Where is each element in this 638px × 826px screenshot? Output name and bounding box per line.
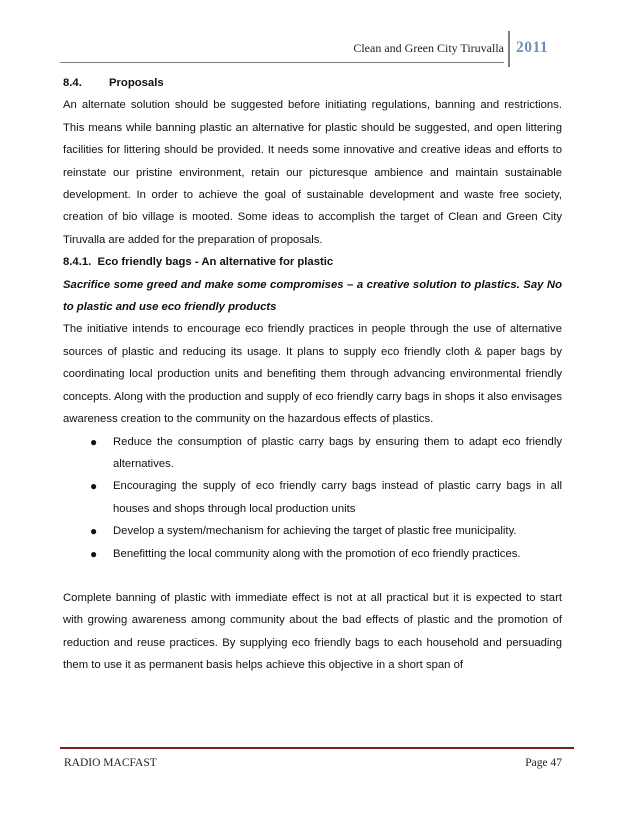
page-number: Page 47 (525, 757, 562, 769)
footer-organization: RADIO MACFAST (64, 757, 157, 769)
page-body (63, 72, 562, 677)
bullet-icon: ● (90, 546, 98, 561)
list-item (63, 520, 562, 542)
bullet-list (63, 431, 562, 565)
subsection-tagline: Sacrifice some greed and make some compromises – a creative solution to plastics. Say No to plastic and use eco friendly products (63, 278, 562, 314)
subsection-heading (63, 251, 562, 273)
list-item-text: Reduce the consumption of plastic carry bags by ensuring them to adapt eco friendly alternatives. (113, 435, 562, 470)
list-item (63, 475, 562, 520)
paragraph-spacer (63, 565, 562, 587)
bullet-icon: ● (90, 434, 98, 449)
list-item-text: Benefitting the local community along with the promotion of eco friendly practices. (113, 547, 521, 560)
bullet-icon: ● (90, 479, 98, 494)
section-intro-paragraph: An alternate solution should be suggested before initiating regulations, banning and restrictions. This means while banning plastic an alternative for plastic should be suggested, and open littering facilities for littering should be provided. It needs some innovative and creative ideas and efforts to reinstate our pristine environment, retain our picturesque ambience and maintain sustainable development. In order to achieve the goal of sustainable development and waste free society, creation of bio village is mooted. Some ideas to accomplish the target of Clean and Green City Tiruvalla are added for the preparation of proposals. (63, 99, 562, 246)
header-divider (508, 31, 510, 67)
footer-rule (60, 747, 574, 749)
closing-paragraph: Complete banning of plastic with immediate effect is not at all practical but it is expected to start with growing awareness among community about the bad effects of plastic and the promotion of reduction and reuse practices. By supplying eco friendly bags to each household and persuading them to use it as permanent basis helps achieve this objective in a short span of (63, 591, 562, 672)
header-year: 2011 (516, 39, 549, 56)
section-heading (63, 72, 562, 94)
list-item (63, 543, 562, 565)
subsection-title: Eco friendly bags - An alternative for plastic (97, 256, 334, 269)
section-number: 8.4. (63, 77, 82, 89)
list-item-text: Encouraging the supply of eco friendly carry bags instead of plastic carry bags in all houses and shops through local production units (113, 480, 562, 515)
subsection-paragraph: The initiative intends to encourage eco friendly practices in people through the use of alternative sources of plastic and reducing its usage. It plans to supply eco friendly cloth & paper bags by coordinating local production units and benefiting them through advancing environmental friendly concepts. Along with the production and supply of eco friendly carry bags in shops it also envisages awareness creation to the community on the hazardous effects of plastics. (63, 323, 562, 426)
list-item-text: Develop a system/mechanism for achieving the target of plastic free municipality. (113, 525, 517, 538)
header-rule (60, 62, 504, 63)
section-title: Proposals (109, 77, 164, 89)
list-item (63, 431, 562, 476)
subsection-number: 8.4.1. (63, 256, 92, 269)
header-title: Clean and Green City Tiruvalla (353, 41, 504, 55)
bullet-icon: ● (90, 524, 98, 539)
